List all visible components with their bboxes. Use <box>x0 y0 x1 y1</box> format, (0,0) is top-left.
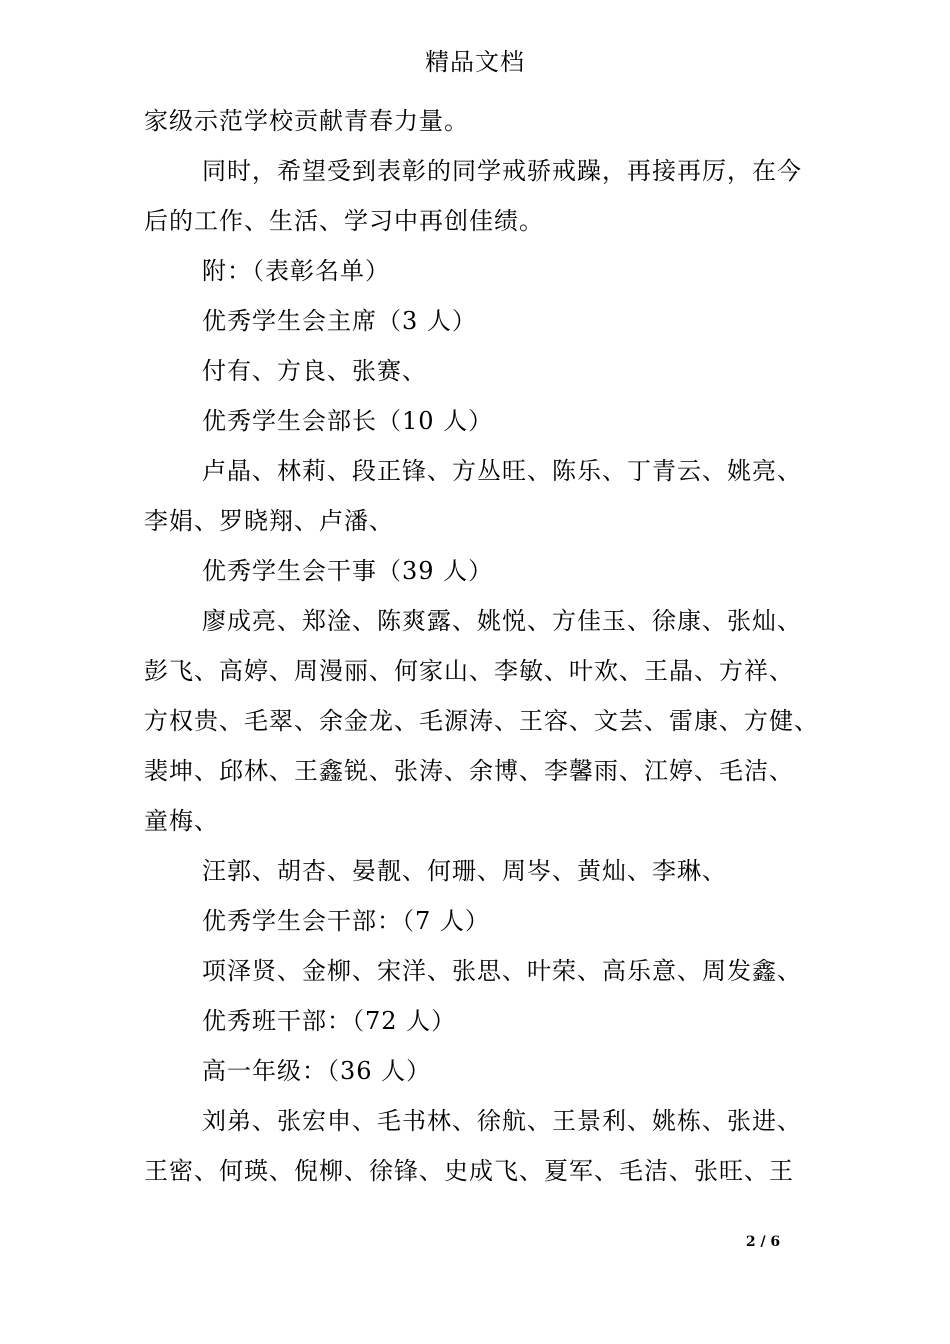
page-number: 2 / 6 <box>745 1234 781 1250</box>
name-list: 彭飞、高婷、周漫丽、何家山、李敏、叶欢、王晶、方祥、 <box>144 657 794 685</box>
name-list: 汪郭、胡杏、晏靓、何珊、周岑、黄灿、李琳、 <box>202 857 727 885</box>
category-heading: 优秀学生会主席（3 人） <box>202 307 477 335</box>
name-list: 童梅、 <box>144 807 219 835</box>
text-line: 家级示范学校贡献青春力量。 <box>144 107 469 135</box>
category-heading: 优秀学生会干事（39 人） <box>202 557 494 585</box>
text-line: 后的工作、生活、学习中再创佳绩。 <box>144 207 544 235</box>
page-header: 精品文档 <box>425 48 525 76</box>
document-body <box>144 96 824 1196</box>
text-line: 同时，希望受到表彰的同学戒骄戒躁，再接再厉，在今 <box>202 157 802 185</box>
appendix-heading: 附：（表彰名单） <box>202 257 390 285</box>
name-list: 李娟、罗晓翔、卢潘、 <box>144 507 394 535</box>
category-heading: 优秀学生会部长（10 人） <box>202 407 494 435</box>
name-list: 项泽贤、金柳、宋洋、张思、叶荣、高乐意、周发鑫、 <box>202 957 802 985</box>
name-list: 王密、何瑛、倪柳、徐锋、史成飞、夏军、毛洁、张旺、王 <box>144 1157 794 1185</box>
name-list: 裴坤、邱林、王鑫锐、张涛、余博、李馨雨、江婷、毛洁、 <box>144 757 794 785</box>
category-heading: 优秀学生会干部：（7 人） <box>202 907 490 935</box>
category-heading: 优秀班干部：（72 人） <box>202 1007 457 1035</box>
subcategory-heading: 高一年级：（36 人） <box>202 1057 432 1085</box>
name-list: 方权贵、毛翠、余金龙、毛源涛、王容、文芸、雷康、方健、 <box>144 707 819 735</box>
name-list: 付有、方良、张赛、 <box>202 357 427 385</box>
name-list: 廖成亮、郑淦、陈爽露、姚悦、方佳玉、徐康、张灿、 <box>202 607 802 635</box>
name-list: 卢晶、林莉、段正锋、方丛旺、陈乐、丁青云、姚亮、 <box>202 457 802 485</box>
name-list: 刘弟、张宏申、毛书林、徐航、王景利、姚栋、张进、 <box>202 1107 802 1135</box>
